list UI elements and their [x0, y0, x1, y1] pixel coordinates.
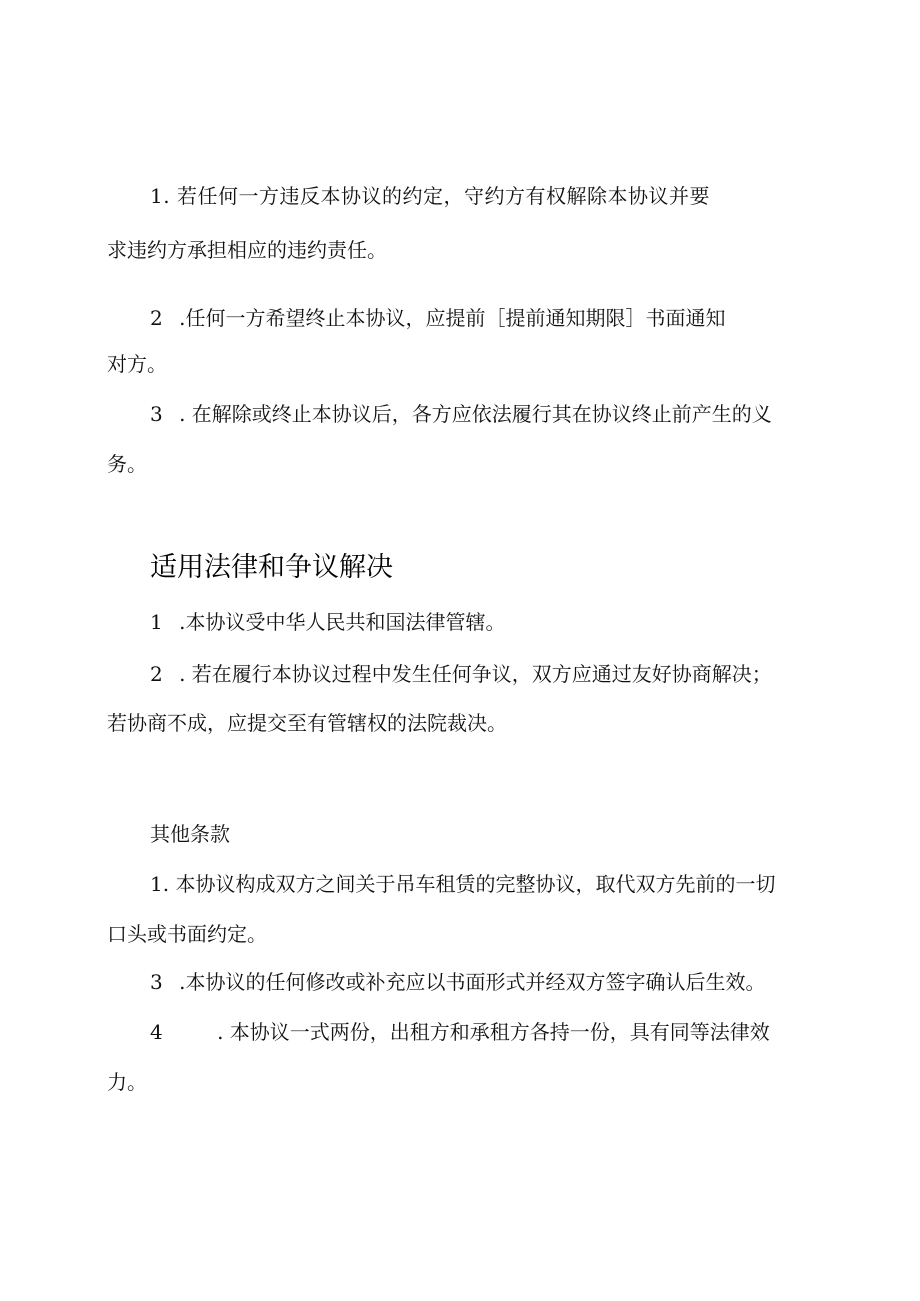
- law-item-2-text: . 若在履行本协议过程中发生任何争议，双方应通过友好协商解决；: [179, 662, 772, 686]
- termination-item-2-line-2: 对方。: [107, 352, 167, 376]
- termination-item-3-text: . 在解除或终止本协议后，各方应依法履行其在协议终止前产生的义: [179, 402, 772, 426]
- law-item-2-number: 2: [150, 662, 163, 686]
- other-item-1-line-2: 口头或书面约定。: [107, 922, 267, 946]
- other-section-title: 其他条款: [150, 822, 230, 846]
- law-item-1-number: 1: [150, 610, 163, 634]
- termination-item-1-line-1: 1. 若任何一方违反本协议的约定，守约方有权解除本协议并要: [150, 184, 710, 208]
- other-item-1-line-1: 1. 本协议构成双方之间关于吊车租赁的完整协议，取代双方先前的一切: [150, 872, 776, 896]
- termination-item-3-number: 3: [150, 402, 163, 426]
- other-item-4-line-2: 力。: [107, 1070, 147, 1094]
- termination-item-1-line-2: 求违约方承担相应的违约责任。: [107, 238, 387, 262]
- termination-item-2-line-1: [150, 304, 725, 332]
- other-item-3-number: 3: [150, 970, 163, 994]
- law-item-2-line-1: [150, 660, 772, 688]
- termination-item-2-number: 2: [150, 306, 163, 330]
- law-item-1: [150, 608, 505, 636]
- other-item-3-text: .本协议的任何修改或补充应以书面形式并经双方签字确认后生效。: [179, 970, 766, 994]
- law-item-1-text: .本协议受中华人民共和国法律管辖。: [179, 610, 506, 634]
- other-item-3: [150, 968, 765, 996]
- law-section-title: 适用法律和争议解决: [150, 552, 393, 583]
- termination-item-3-line-1: [150, 400, 772, 428]
- termination-item-2-text: .任何一方希望终止本协议，应提前［提前通知期限］书面通知: [179, 306, 726, 330]
- termination-item-3-line-2: 务。: [107, 452, 147, 476]
- other-item-4-text: . 本协议一式两份，出租方和承租方各持一份，具有同等法律效: [217, 1020, 770, 1044]
- other-item-4-number: 4: [150, 1020, 163, 1044]
- other-item-4-line-1: [150, 1018, 770, 1046]
- law-item-2-line-2: 若协商不成，应提交至有管辖权的法院裁决。: [107, 711, 507, 735]
